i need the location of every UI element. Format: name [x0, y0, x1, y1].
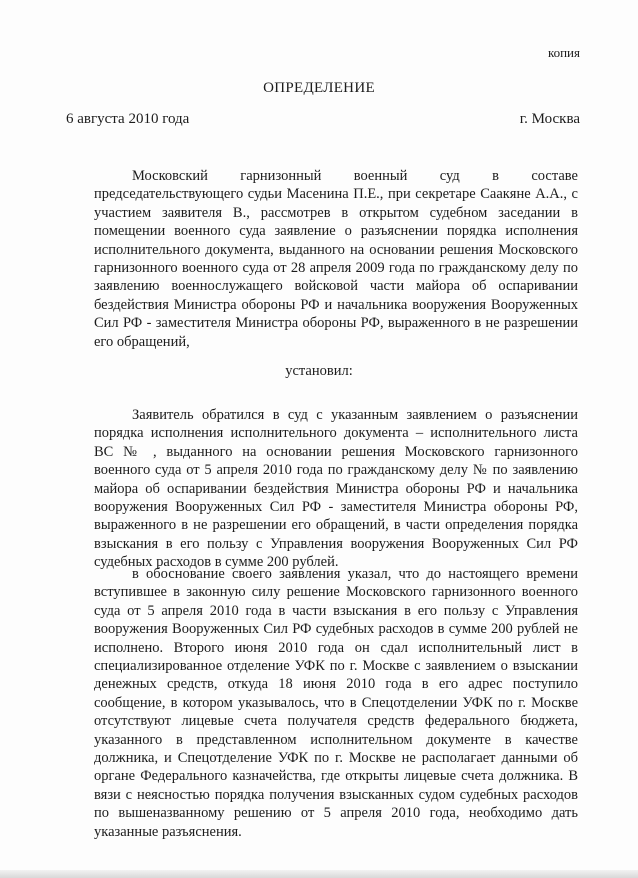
body-paragraph-2: в обоснование своего заявления указал, что до настоящего времени вступившее в законную силу решение Московского гарнизонного военного суда от 5 апреля 2010 года в части взыскания в его пользу с Управления вооружения Вооруженных Сил РФ судебных расходов в сумме 200 рублей не исполнено. Второго июня 2010 года он сдал исполнительный лист в специализированное отделение УФК по г. Москве с заявлением о взыскании денежных средств, откуда 18 июня 2010 года в его адрес поступило сообщение, в котором указывалось, что в Спецотделении УФК по г. Москве отсутствуют лицевые счета получателя средств федерального бюджета, указанного в представленном исполнительном документе в качестве должника, и Спецотделение УФК по г. Москве не располагает данными об органе Федерального казначейства, где открыты лицевые счета должника. В вязи с неясностью порядка получения взысканных судом судебных расходов по вышеназванному решению от 5 апреля 2010 года, необходимо дать указанные разъяснения.: [94, 566, 578, 840]
document-date: 6 августа 2010 года: [66, 111, 190, 127]
intro-paragraph: Московский гарнизонный военный суд в составе председательствующего судьи Масенина П.Е., при секретаре Саакяне А.А., с участием заявителя В., рассмотрев в открытом судебном заседании в помещении военного суда заявление о разъяснении порядка исполнения исполнительного документа, выданного на основании решения Московского гарнизонного военного суда от 28 апреля 2009 года по гражданскому делу по заявлению военнослужащего войсковой части майора об оспаривании бездействия Министра обороны РФ и начальника вооружения Вооруженных Сил РФ - заместителя Министра обороны РФ, выраженного в не разрешении его обращений,: [94, 168, 578, 350]
document-city: г. Москва: [519, 111, 580, 127]
copy-mark: копия: [547, 45, 580, 60]
page-bottom-edge: [0, 870, 638, 878]
body-paragraph-1: Заявитель обратился в суд с указанным заявлением о разъяснении порядка исполнения исполнительного документа – исполнительного листа ВС № , выданного на основании решения Московского гарнизонного военного суда от 5 апреля 2010 года по гражданскому делу № по заявлению майора об оспаривании бездействия Министра обороны РФ и начальника вооружения Вооруженных Сил РФ - заместителя Министра обороны РФ, выраженного в не разрешении его обращений, в части определения порядка взыскания в его пользу с Управления вооружения Вооруженных Сил РФ судебных расходов в сумме 200 рублей.: [94, 407, 578, 571]
document-title: ОПРЕДЕЛЕНИЕ: [263, 80, 375, 96]
section-heading: установил:: [285, 363, 353, 379]
